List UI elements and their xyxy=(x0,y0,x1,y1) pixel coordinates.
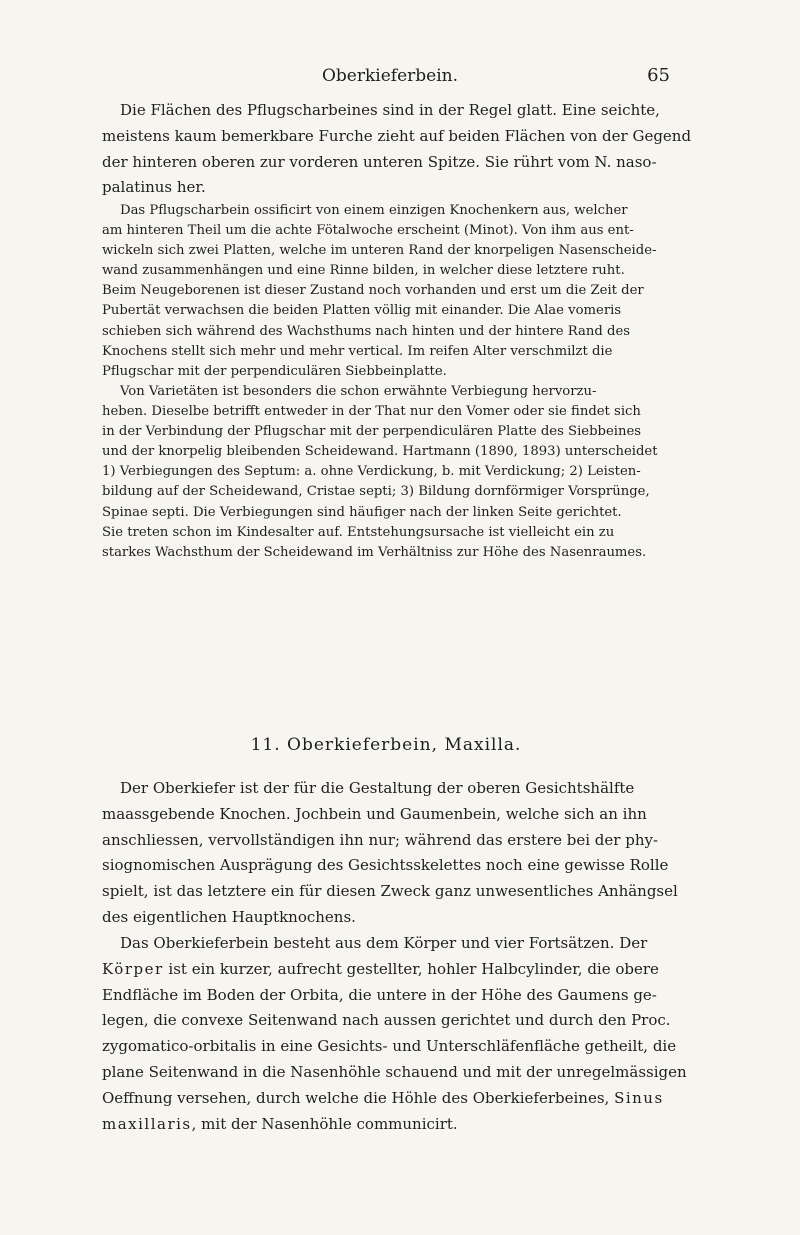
small-print-ossification xyxy=(102,201,670,382)
text-line: Die Flächen des Pflugscharbeines sind in der Regel glatt. Eine seichte, xyxy=(120,101,660,119)
running-head-title: Oberkieferbein. xyxy=(321,66,459,86)
page-number: 65 xyxy=(647,65,670,86)
text-line: siognomischen Ausprägung des Gesichtsskelettes noch eine gewisse Rolle xyxy=(102,856,669,875)
paragraph-maxilla-body xyxy=(102,931,687,1137)
section-heading: 11. Oberkieferbein, Maxilla. xyxy=(250,735,522,755)
text-line: palatinus her. xyxy=(102,178,206,197)
text-line xyxy=(102,957,670,983)
text-line: zygomatico-orbitalis in eine Gesichts- und Unterschläfenfläche getheilt, die xyxy=(102,1037,677,1056)
text-line: am hinteren Theil um die achte Fötalwoche erscheint (Minot). Von ihm aus ent- xyxy=(102,223,634,239)
text-line: anschliessen, vervollständigen ihn nur; während das erstere bei der phy- xyxy=(102,830,659,849)
text-line: Pubertät verwachsen die beiden Platten völlig mit einander. Die Alae vomeris xyxy=(102,303,622,319)
text-line: Der Oberkiefer ist der für die Gestaltung der oberen Gesichtshälfte xyxy=(120,779,635,797)
text-line: der hinteren oberen zur vorderen unteren Spitze. Sie rührt vom N. naso- xyxy=(102,152,657,171)
text-line: wand zusammenhängen und eine Rinne bilden, in welcher diese letztere ruht. xyxy=(102,263,625,279)
small-print-varieties xyxy=(102,382,670,563)
anatomical-term: Sinus xyxy=(614,1088,664,1107)
text-line: Knochens stellt sich mehr und mehr vertical. Im reifen Alter verschmilzt die xyxy=(102,343,613,359)
text-line: starkes Wachsthum der Scheidewand im Verhältniss zur Höhe des Nasenraumes. xyxy=(102,544,647,560)
text-line: heben. Dieselbe betrifft entweder in der That nur den Vomer oder sie findet sich xyxy=(102,404,641,420)
text-run: Oeffnung versehen, durch welche die Höhle des Oberkieferbeines, xyxy=(102,1088,615,1107)
text-line: Sie treten schon im Kindesalter auf. Entstehungsursache ist vielleicht ein zu xyxy=(102,524,615,540)
text-line: schieben sich während des Wachsthums nach hinten und der hintere Rand des xyxy=(102,323,631,339)
text-run: , mit der Nasenhöhle communicirt. xyxy=(191,1114,458,1133)
text-line xyxy=(102,1086,670,1112)
text-line xyxy=(102,1112,670,1138)
text-line: Das Pflugscharbein ossificirt von einem einzigen Knochenkern aus, welcher xyxy=(120,203,628,218)
paragraph-maxilla-intro xyxy=(102,776,678,931)
text-line: Von Varietäten ist besonders die schon erwähnte Verbiegung hervorzu- xyxy=(120,384,597,399)
text-run: ist ein kurzer, aufrecht gestellter, hohler Halbcylinder, die obere xyxy=(163,959,659,978)
paragraph-vomer-surfaces xyxy=(102,98,692,201)
text-line: wickeln sich zwei Platten, welche im unteren Rand der knorpeligen Nasenscheide- xyxy=(102,243,657,259)
text-line: legen, die convexe Seitenwand nach aussen gerichtet und durch den Proc. xyxy=(102,1011,671,1030)
text-line: des eigentlichen Hauptknochens. xyxy=(102,907,356,926)
text-line: Spinae septi. Die Verbiegungen sind häufiger nach der linken Seite gerichtet. xyxy=(102,504,622,520)
text-line: plane Seitenwand in die Nasenhöhle schauend und mit der unregelmässigen xyxy=(102,1062,687,1081)
text-line: maassgebende Knochen. Jochbein und Gaumenbein, welche sich an ihn xyxy=(102,804,647,823)
running-head xyxy=(110,66,670,86)
text-line: in der Verbindung der Pflugschar mit der perpendiculären Platte des Siebbeines xyxy=(102,424,642,440)
text-line: Endfläche im Boden der Orbita, die untere in der Höhe des Gaumens ge- xyxy=(102,985,657,1004)
text-line: Das Oberkieferbein besteht aus dem Körper und vier Fortsätzen. Der xyxy=(120,934,648,952)
anatomical-term: maxillaris xyxy=(102,1114,192,1133)
anatomical-term: Körper xyxy=(102,959,164,978)
text-line: bildung auf der Scheidewand, Cristae septi; 3) Bildung dornförmiger Vorsprünge, xyxy=(102,484,650,500)
text-line: Pflugschar mit der perpendiculären Siebbeinplatte. xyxy=(102,363,447,379)
text-line: meistens kaum bemerkbare Furche zieht auf beiden Flächen von der Gegend xyxy=(102,126,692,145)
text-line: 1) Verbiegungen des Septum: a. ohne Verdickung, b. mit Verdickung; 2) Leisten- xyxy=(102,464,641,480)
text-line: spielt, ist das letztere ein für diesen Zweck ganz unwesentliches Anhängsel xyxy=(102,882,678,901)
text-line: Beim Neugeborenen ist dieser Zustand noch vorhanden und erst um die Zeit der xyxy=(102,283,644,299)
text-line: und der knorpelig bleibenden Scheidewand. Hartmann (1890, 1893) unterscheidet xyxy=(102,444,658,460)
